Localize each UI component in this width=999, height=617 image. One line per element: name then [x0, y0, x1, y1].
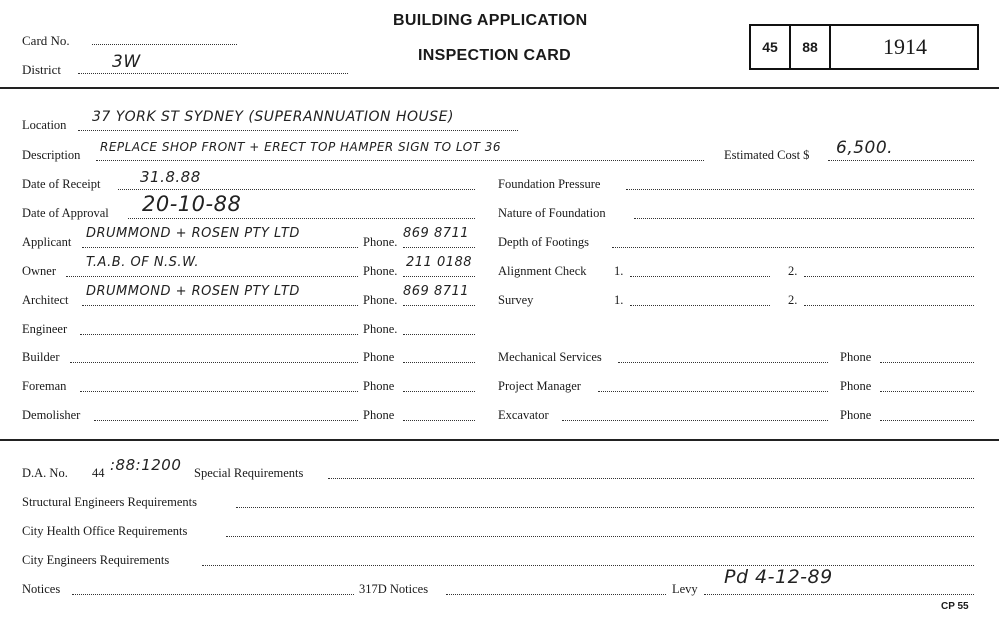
date-of-approval-value[interactable]: 20-10-88 — [142, 192, 242, 216]
description-value[interactable]: REPLACE SHOP FRONT + ERECT TOP HAMPER SIGN TO LOT 36 — [100, 140, 502, 154]
notices-dotline[interactable] — [72, 594, 354, 595]
location-dotline — [78, 130, 518, 131]
project-manager-label: Project Manager — [498, 379, 581, 393]
applicant-phone-label: Phone. — [363, 235, 398, 249]
survey-2-dotline[interactable] — [804, 305, 974, 306]
foreman-label: Foreman — [22, 379, 67, 393]
da-no-prefix: 44 — [92, 466, 105, 480]
survey-label: Survey — [498, 293, 534, 307]
alignment-check-1-dotline[interactable] — [630, 276, 770, 277]
survey-2-label: 2. — [788, 293, 798, 307]
district-dotline — [78, 73, 348, 74]
date-of-receipt-label: Date of Receipt — [22, 177, 101, 191]
levy-label: Levy — [672, 582, 698, 596]
architect-phone-label: Phone. — [363, 293, 398, 307]
owner-value[interactable]: T.A.B. OF N.S.W. — [86, 255, 199, 270]
owner-phone-value[interactable]: 211 0188 — [406, 255, 473, 270]
excavator-label: Excavator — [498, 408, 549, 422]
estimated-cost-value[interactable]: 6,500. — [836, 138, 894, 158]
city-health-label: City Health Office Requirements — [22, 524, 188, 538]
notices-label: Notices — [22, 582, 61, 596]
nature-of-foundation-dotline[interactable] — [634, 218, 974, 219]
foundation-pressure-dotline[interactable] — [626, 189, 974, 190]
owner-phone-label: Phone. — [363, 264, 398, 278]
notices-317d-dotline[interactable] — [446, 594, 666, 595]
excavator-phone-dotline[interactable] — [880, 420, 974, 421]
card-no-label: Card No. — [22, 33, 70, 48]
levy-dotline — [704, 594, 974, 595]
demolisher-phone-label: Phone — [363, 408, 395, 422]
builder-phone-label: Phone — [363, 350, 395, 364]
architect-dotline — [82, 305, 358, 306]
alignment-check-2-dotline[interactable] — [804, 276, 974, 277]
alignment-check-2-label: 2. — [788, 264, 798, 278]
ref-cell-1: 45 — [762, 39, 778, 55]
date-of-receipt-value[interactable]: 31.8.88 — [140, 168, 201, 186]
applicant-dotline — [82, 247, 358, 248]
form-code: CP 55 — [941, 601, 969, 612]
special-requirements-label: Special Requirements — [194, 466, 304, 480]
owner-dotline — [66, 276, 358, 277]
architect-phone-dotline — [403, 305, 475, 306]
mechanical-services-label: Mechanical Services — [498, 350, 602, 364]
survey-1-label: 1. — [614, 293, 624, 307]
engineer-label: Engineer — [22, 322, 68, 336]
demolisher-dotline[interactable] — [94, 420, 358, 421]
applicant-label: Applicant — [22, 235, 72, 249]
mechanical-services-dotline[interactable] — [618, 362, 828, 363]
estimated-cost-label: Estimated Cost $ — [724, 148, 810, 162]
location-value[interactable]: 37 YORK ST SYDNEY (SUPERANNUATION HOUSE) — [92, 109, 454, 125]
foreman-dotline[interactable] — [80, 391, 358, 392]
da-no-label: D.A. No. — [22, 466, 68, 480]
structural-engineers-dotline[interactable] — [236, 507, 974, 508]
architect-value[interactable]: DRUMMOND + ROSEN PTY LTD — [86, 284, 300, 299]
survey-1-dotline[interactable] — [630, 305, 770, 306]
applicant-value[interactable]: DRUMMOND + ROSEN PTY LTD — [86, 226, 300, 241]
description-dotline — [96, 160, 704, 161]
nature-of-foundation-label: Nature of Foundation — [498, 206, 606, 220]
city-health-dotline[interactable] — [226, 536, 974, 537]
date-of-receipt-dotline — [118, 189, 475, 190]
da-no-value[interactable]: :88:1200 — [110, 456, 182, 474]
estimated-cost-dotline — [828, 160, 974, 161]
notices-317d-label: 317D Notices — [359, 582, 429, 596]
alignment-check-label: Alignment Check — [498, 264, 587, 278]
foundation-pressure-label: Foundation Pressure — [498, 177, 601, 191]
structural-engineers-label: Structural Engineers Requirements — [22, 495, 197, 509]
district-value[interactable]: 3W — [112, 52, 141, 72]
foreman-phone-label: Phone — [363, 379, 395, 393]
city-engineers-label: City Engineers Requirements — [22, 553, 170, 567]
section-divider — [0, 439, 999, 441]
excavator-phone-label: Phone — [840, 408, 872, 422]
form-title-line1: BUILDING APPLICATION — [393, 12, 588, 29]
date-of-approval-dotline — [128, 218, 475, 219]
builder-label: Builder — [22, 350, 60, 364]
engineer-phone-label: Phone. — [363, 322, 398, 336]
architect-label: Architect — [22, 293, 69, 307]
district-label: District — [22, 62, 61, 77]
owner-phone-dotline — [403, 276, 475, 277]
description-label: Description — [22, 148, 81, 162]
foreman-phone-dotline[interactable] — [403, 391, 475, 392]
card-no-dotline[interactable] — [92, 44, 237, 45]
header-divider — [0, 87, 999, 89]
excavator-dotline[interactable] — [562, 420, 828, 421]
mechanical-services-phone-label: Phone — [840, 350, 872, 364]
levy-value[interactable]: Pd 4-12-89 — [724, 566, 833, 588]
mechanical-services-phone-dotline[interactable] — [880, 362, 974, 363]
demolisher-label: Demolisher — [22, 408, 81, 422]
engineer-phone-dotline[interactable] — [403, 334, 475, 335]
special-requirements-dotline[interactable] — [328, 478, 974, 479]
builder-dotline[interactable] — [70, 362, 358, 363]
project-manager-phone-dotline[interactable] — [880, 391, 974, 392]
depth-of-footings-dotline[interactable] — [612, 247, 974, 248]
applicant-phone-dotline — [403, 247, 475, 248]
demolisher-phone-dotline[interactable] — [403, 420, 475, 421]
architect-phone-value[interactable]: 869 8711 — [403, 284, 470, 299]
city-engineers-dotline[interactable] — [202, 565, 974, 566]
project-manager-phone-label: Phone — [840, 379, 872, 393]
ref-cell-2: 88 — [789, 26, 829, 68]
location-label: Location — [22, 118, 67, 132]
builder-phone-dotline[interactable] — [403, 362, 475, 363]
alignment-check-1-label: 1. — [614, 264, 624, 278]
date-of-approval-label: Date of Approval — [22, 206, 109, 220]
owner-label: Owner — [22, 264, 57, 278]
project-manager-dotline[interactable] — [598, 391, 828, 392]
applicant-phone-value[interactable]: 869 8711 — [403, 226, 470, 241]
engineer-dotline[interactable] — [80, 334, 358, 335]
ref-cell-3: 1914 — [829, 26, 979, 68]
form-title-line2: INSPECTION CARD — [418, 47, 571, 64]
reference-box — [749, 24, 979, 70]
depth-of-footings-label: Depth of Footings — [498, 235, 589, 249]
